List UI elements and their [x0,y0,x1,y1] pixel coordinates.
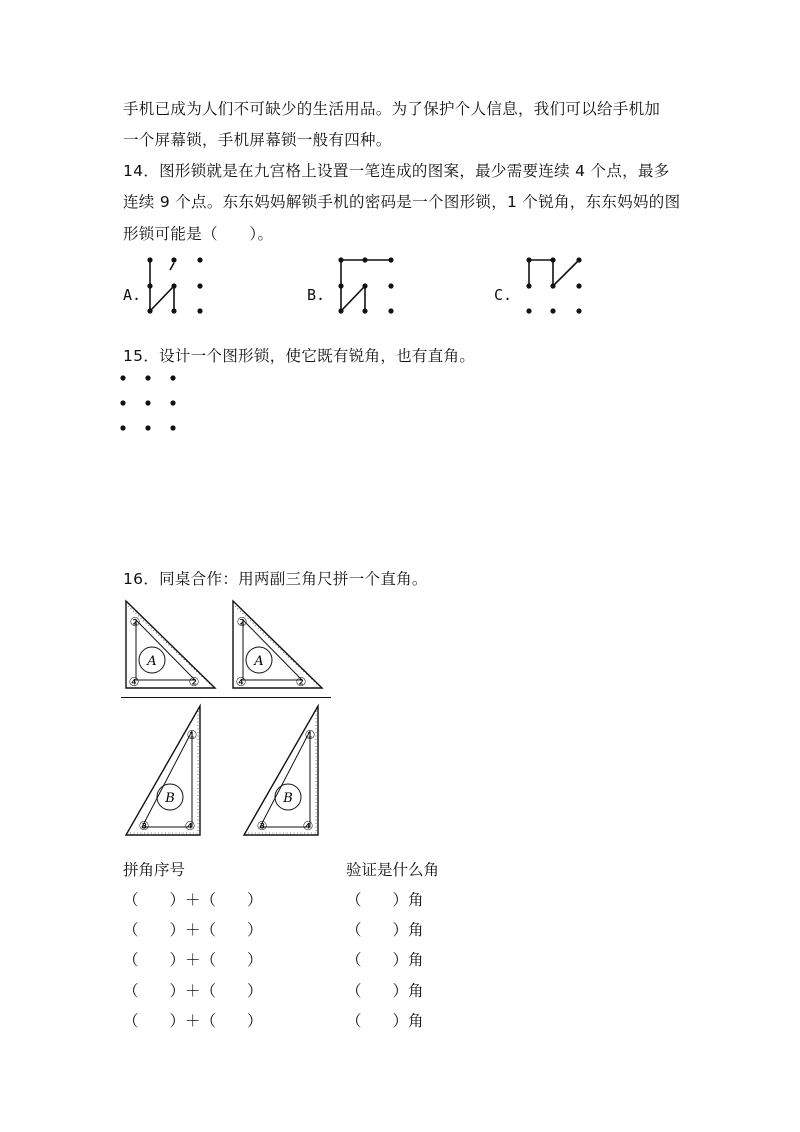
triangle-b-1-corner-left: ③ [138,819,150,833]
triangle-b-2-corner-right: ④ [302,819,314,833]
triangle-b-1-label: B [165,791,175,806]
triangle-a-1-label: A [147,654,157,669]
answer-row-5-right[interactable]: （ ）角 [346,1012,424,1030]
triangle-a-1-corner-right: ② [188,675,200,689]
q14-line-1: 14．图形锁就是在九宫格上设置一笔连成的图案，最少需要连续 4 个点，最多 [123,162,670,180]
answer-row-5-left[interactable]: （ ）＋（ ） [123,1012,263,1030]
option-a-label[interactable]: A. [123,286,142,304]
triangle-b-1-corner-top: ① [186,728,198,742]
triangle-b-2 [240,703,325,838]
q14-line-2: 连续 9 个点。东东妈妈解锁手机的密码是一个图形锁，1 个锐角，东东妈妈的图 [123,193,681,211]
triangle-a-2-corner-right: ② [295,675,307,689]
answer-row-2-left[interactable]: （ ）＋（ ） [123,921,263,939]
answer-row-1-right[interactable]: （ ）角 [346,891,424,909]
intro-line-1: 手机已成为人们不可缺少的生活用品。为了保护个人信息，我们可以给手机加 [123,100,661,118]
triangle-a-2 [227,598,327,693]
triangle-b-2-label: B [283,791,293,806]
option-b-pattern[interactable] [331,250,411,320]
q16-text: 16．同桌合作：用两副三角尺拼一个直角。 [123,570,428,588]
triangle-a-2-corner-top: ② [236,615,248,629]
q14-line-3: 形锁可能是（ ）。 [123,225,274,243]
option-a-pattern[interactable] [140,250,220,320]
answer-row-1-left[interactable]: （ ）＋（ ） [123,891,263,909]
triangle-a-2-corner-left: ④ [235,675,247,689]
option-c-pattern[interactable] [519,250,599,320]
answer-row-4-right[interactable]: （ ）角 [346,982,424,1000]
header-verify-angle: 验证是什么角 [346,861,440,879]
answer-row-2-right[interactable]: （ ）角 [346,921,424,939]
triangle-b-2-corner-top: ① [304,728,316,742]
answer-row-4-left[interactable]: （ ）＋（ ） [123,982,263,1000]
q15-text: 15．设计一个图形锁，使它既有锐角，也有直角。 [123,347,476,365]
answer-row-3-right[interactable]: （ ）角 [346,951,424,969]
triangle-b-2-corner-left: ③ [256,819,268,833]
triangle-a-1-corner-left: ④ [128,675,140,689]
triangle-b-1-corner-right: ④ [184,819,196,833]
triangle-a-1-corner-top: ② [129,615,141,629]
figure-divider [121,697,331,698]
triangle-b-1 [122,703,207,838]
intro-line-2: 一个屏幕锁，手机屏幕锁一般有四种。 [123,131,392,149]
q15-dot-grid[interactable] [115,370,185,436]
answer-row-3-left[interactable]: （ ）＋（ ） [123,951,263,969]
triangle-a-2-label: A [254,654,264,669]
triangle-a-1 [120,598,220,693]
header-angle-order: 拼角序号 [123,861,186,879]
option-b-label[interactable]: B. [307,286,326,304]
option-c-label[interactable]: C. [494,286,513,304]
